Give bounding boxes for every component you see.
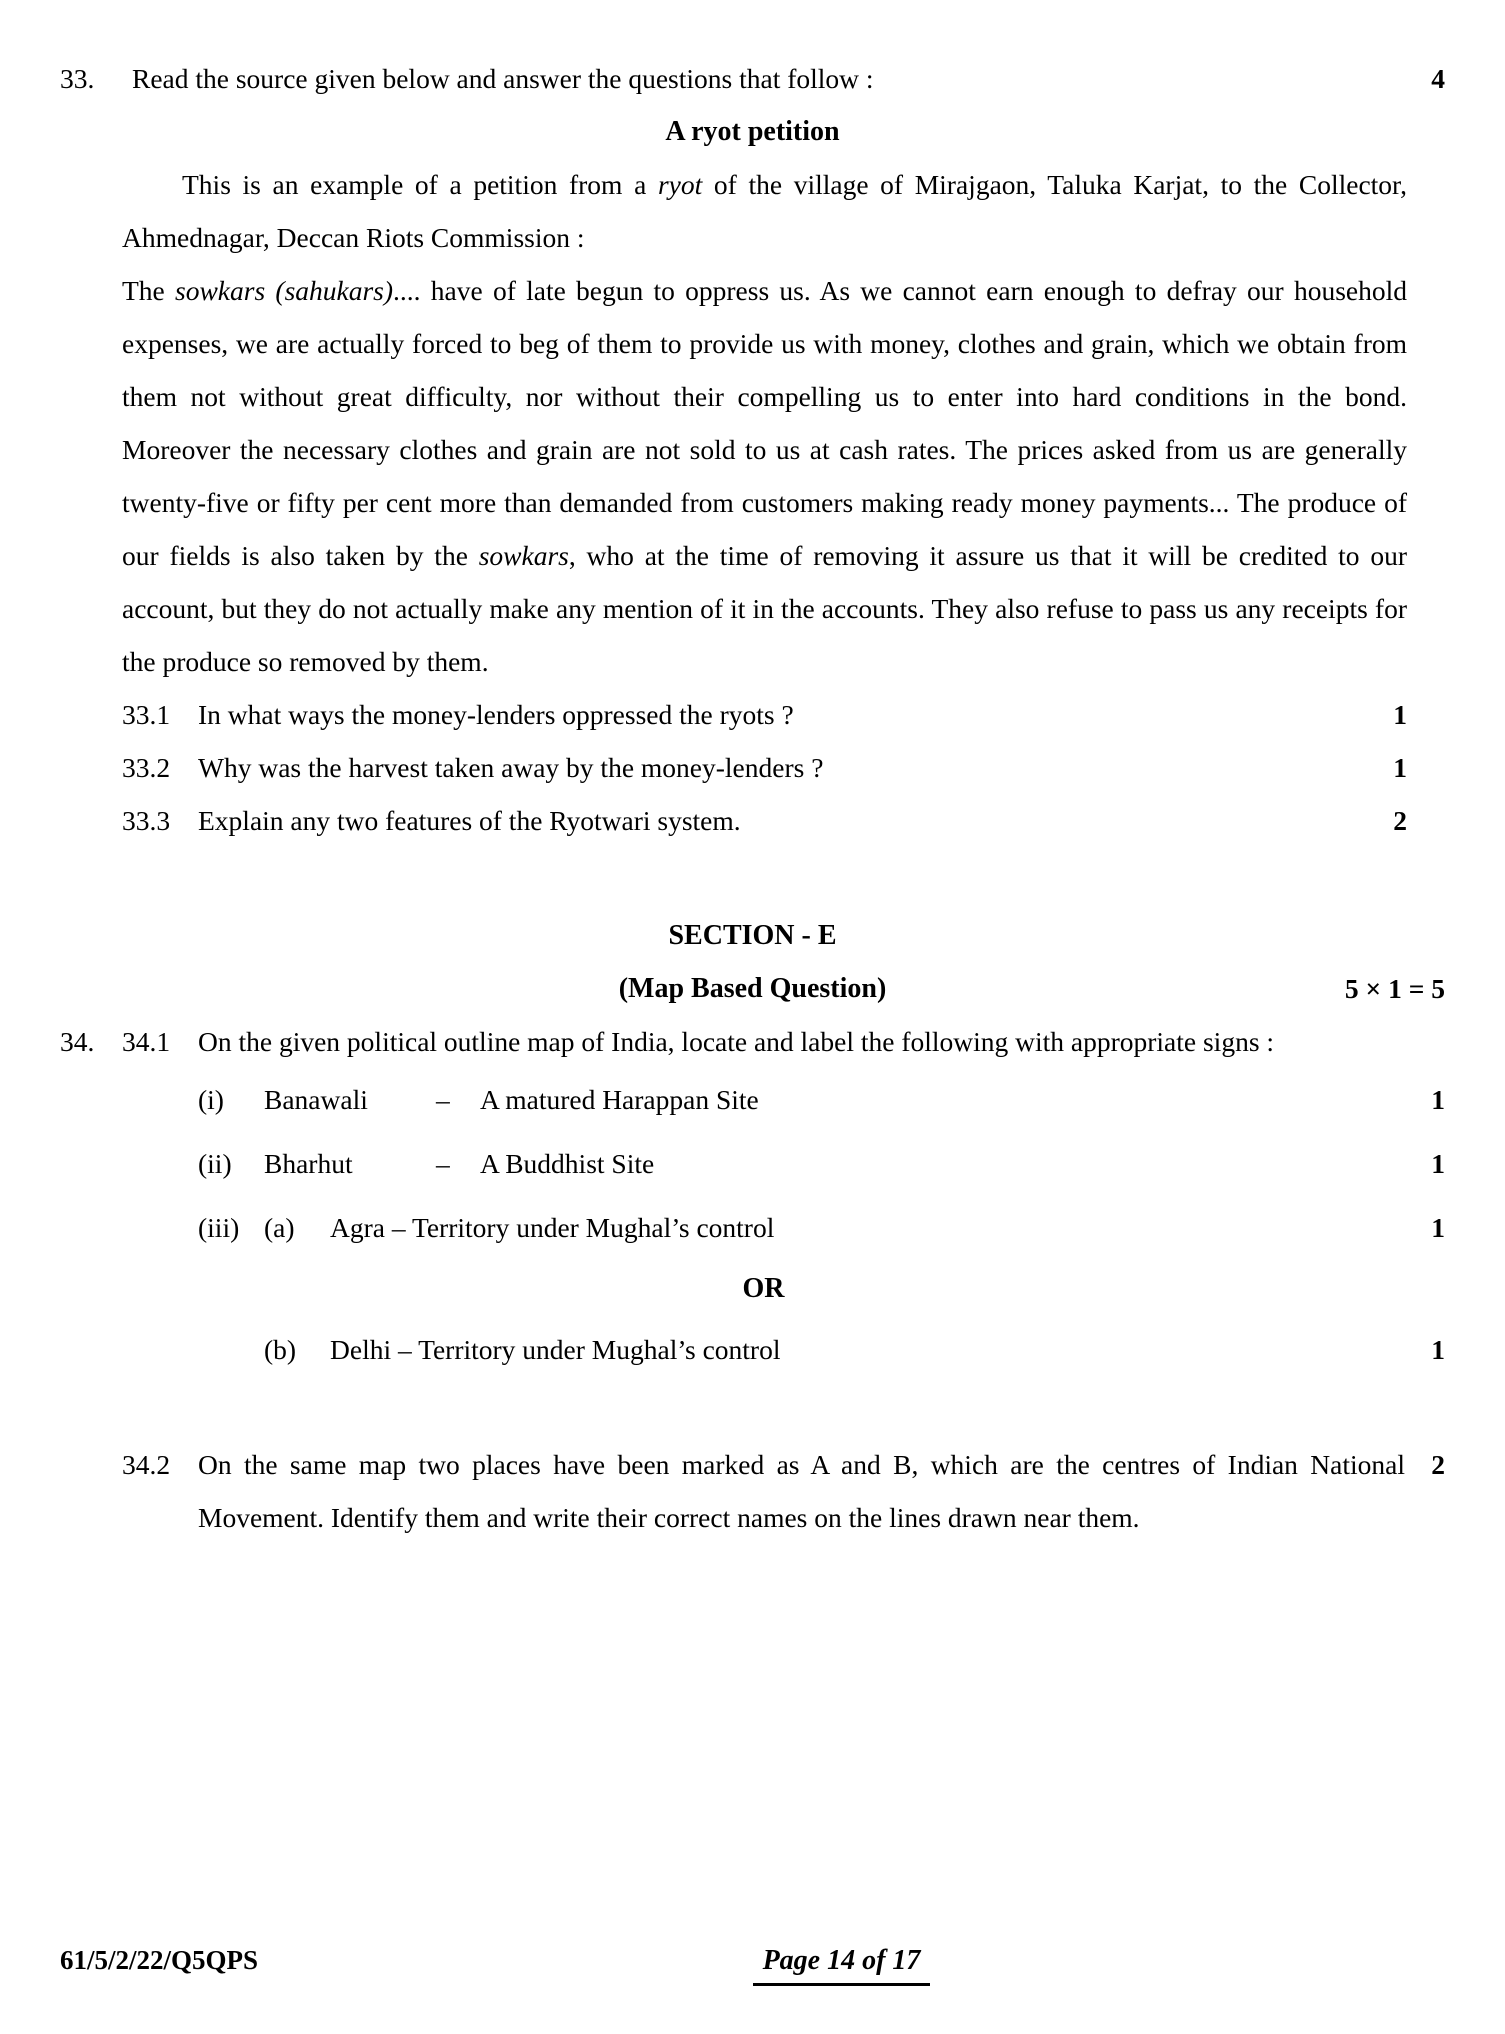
map-based-question-heading: (Map Based Question) bbox=[618, 973, 887, 1004]
map-item-i bbox=[198, 1068, 1445, 1132]
map-item-i-place: Banawali bbox=[264, 1084, 368, 1115]
source-passage bbox=[122, 264, 1407, 688]
map-item-ii bbox=[198, 1132, 1445, 1196]
map-item-iii-marks: 1 bbox=[1431, 1212, 1445, 1243]
map-item-ii-dash: – bbox=[436, 1148, 450, 1179]
question-33-marks: 4 bbox=[1431, 63, 1445, 94]
paper-code: 61/5/2/22/Q5QPS bbox=[60, 1945, 259, 1975]
sub-question-33-1 bbox=[122, 688, 1407, 741]
page-footer bbox=[60, 1945, 1445, 1986]
map-item-b-alpha: (b) bbox=[264, 1334, 297, 1365]
sub-question-33-2-marks: 1 bbox=[1393, 752, 1407, 783]
question-33-header bbox=[60, 52, 1445, 105]
map-item-iii-roman: (iii) bbox=[198, 1212, 240, 1243]
passage-italic-sowkars-1: sowkars (sahukars) bbox=[175, 275, 394, 306]
sub-question-33-3-text: Explain any two features of the Ryotwari system. bbox=[198, 805, 741, 836]
map-based-question-heading-row bbox=[60, 962, 1445, 1015]
map-item-b-text: Delhi – Territory under Mughal’s control bbox=[330, 1334, 781, 1365]
passage-pre: The bbox=[122, 275, 176, 306]
question-33-number: 33. bbox=[60, 63, 95, 94]
footer-center bbox=[258, 1945, 1445, 1986]
map-item-iii bbox=[198, 1196, 1445, 1260]
question-34 bbox=[60, 1015, 1445, 1544]
page-number: Page 14 of 17 bbox=[753, 1945, 931, 1986]
sub-question-33-2 bbox=[122, 741, 1407, 794]
sub-question-33-3-label: 33.3 bbox=[122, 805, 171, 836]
map-item-i-dash: – bbox=[436, 1084, 450, 1115]
map-item-b-marks: 1 bbox=[1431, 1334, 1445, 1365]
section-e-heading: SECTION - E bbox=[668, 920, 837, 951]
passage-body-2: , who at the time of removing it assure us that it will be credited to our account, but they do not actually make any mention of it in the accounts. They also refuse to pass us any receipts for the produce so removed by them. bbox=[122, 540, 1408, 677]
sub-question-33-2-label: 33.2 bbox=[122, 752, 171, 783]
or-separator: OR bbox=[742, 1273, 785, 1304]
map-item-iii-text: Agra – Territory under Mughal’s control bbox=[330, 1212, 775, 1243]
sub-question-33-3 bbox=[122, 794, 1407, 847]
source-intro-paragraph bbox=[122, 158, 1407, 264]
intro-text-part1: This is an example of a petition from a bbox=[182, 169, 658, 200]
map-item-ii-place: Bharhut bbox=[264, 1148, 353, 1179]
map-item-i-roman: (i) bbox=[198, 1084, 224, 1115]
source-block bbox=[122, 158, 1407, 688]
passage-body-1: .... have of late begun to oppress us. As we cannot earn enough to defray our household expenses, we are actually forced to beg of them to provide us with money, clothes and grain, which we obtain from them not without great difficulty, nor without their compelling us to enter into hard conditions in the bond. Moreover the necessary clothes and grain are not sold to us at cash rates. The prices asked from us are generally twenty-five or fifty per cent more than demanded from customers making ready money payments... The produce of our fields is also taken by the bbox=[122, 275, 1407, 571]
intro-italic-ryot: ryot bbox=[657, 169, 703, 200]
question-34-1-label: 34.1 bbox=[122, 1026, 171, 1057]
map-item-ii-roman: (ii) bbox=[198, 1148, 232, 1179]
map-item-iii-alpha: (a) bbox=[264, 1212, 295, 1243]
question-34-1-text: On the given political outline map of India, locate and label the following with appropriate signs : bbox=[198, 1026, 1275, 1057]
map-item-ii-description: A Buddhist Site bbox=[480, 1148, 655, 1179]
sub-question-33-3-marks: 2 bbox=[1393, 805, 1407, 836]
sub-question-33-2-text: Why was the harvest taken away by the money-lenders ? bbox=[198, 752, 824, 783]
question-34-2-text: On the same map two places have been marked as A and B, which are the centres of Indian National Movement. Identify them and write their correct names on the lines drawn near them. bbox=[198, 1449, 1405, 1533]
section-e-marks: 5 × 1 = 5 bbox=[1344, 973, 1445, 1004]
source-title: A ryot petition bbox=[665, 116, 840, 147]
question-33-stem: Read the source given below and answer the questions that follow : bbox=[132, 63, 874, 94]
question-34-1 bbox=[122, 1015, 1445, 1068]
map-item-ii-marks: 1 bbox=[1431, 1148, 1445, 1179]
question-34-2 bbox=[122, 1438, 1445, 1544]
question-34-body bbox=[122, 1015, 1445, 1544]
question-34-2-label: 34.2 bbox=[122, 1449, 171, 1480]
question-34-number: 34. bbox=[60, 1026, 95, 1057]
intro-text-part2: of the village of Mirajgaon, Taluka Karjat, to the Collector, Ahmednagar, Deccan Riots Commission : bbox=[122, 169, 1407, 253]
map-item-b bbox=[198, 1318, 1445, 1382]
question-34-2-marks: 2 bbox=[1431, 1449, 1445, 1480]
passage-italic-sowkars-2: sowkars bbox=[478, 540, 569, 571]
map-item-i-marks: 1 bbox=[1431, 1084, 1445, 1115]
sub-question-33-1-label: 33.1 bbox=[122, 699, 171, 730]
map-item-i-description: A matured Harappan Site bbox=[480, 1084, 759, 1115]
sub-question-33-1-marks: 1 bbox=[1393, 699, 1407, 730]
sub-question-33-1-text: In what ways the money-lenders oppressed the ryots ? bbox=[198, 699, 794, 730]
section-e-block bbox=[60, 909, 1445, 1015]
layout-spacer bbox=[122, 1382, 1445, 1438]
